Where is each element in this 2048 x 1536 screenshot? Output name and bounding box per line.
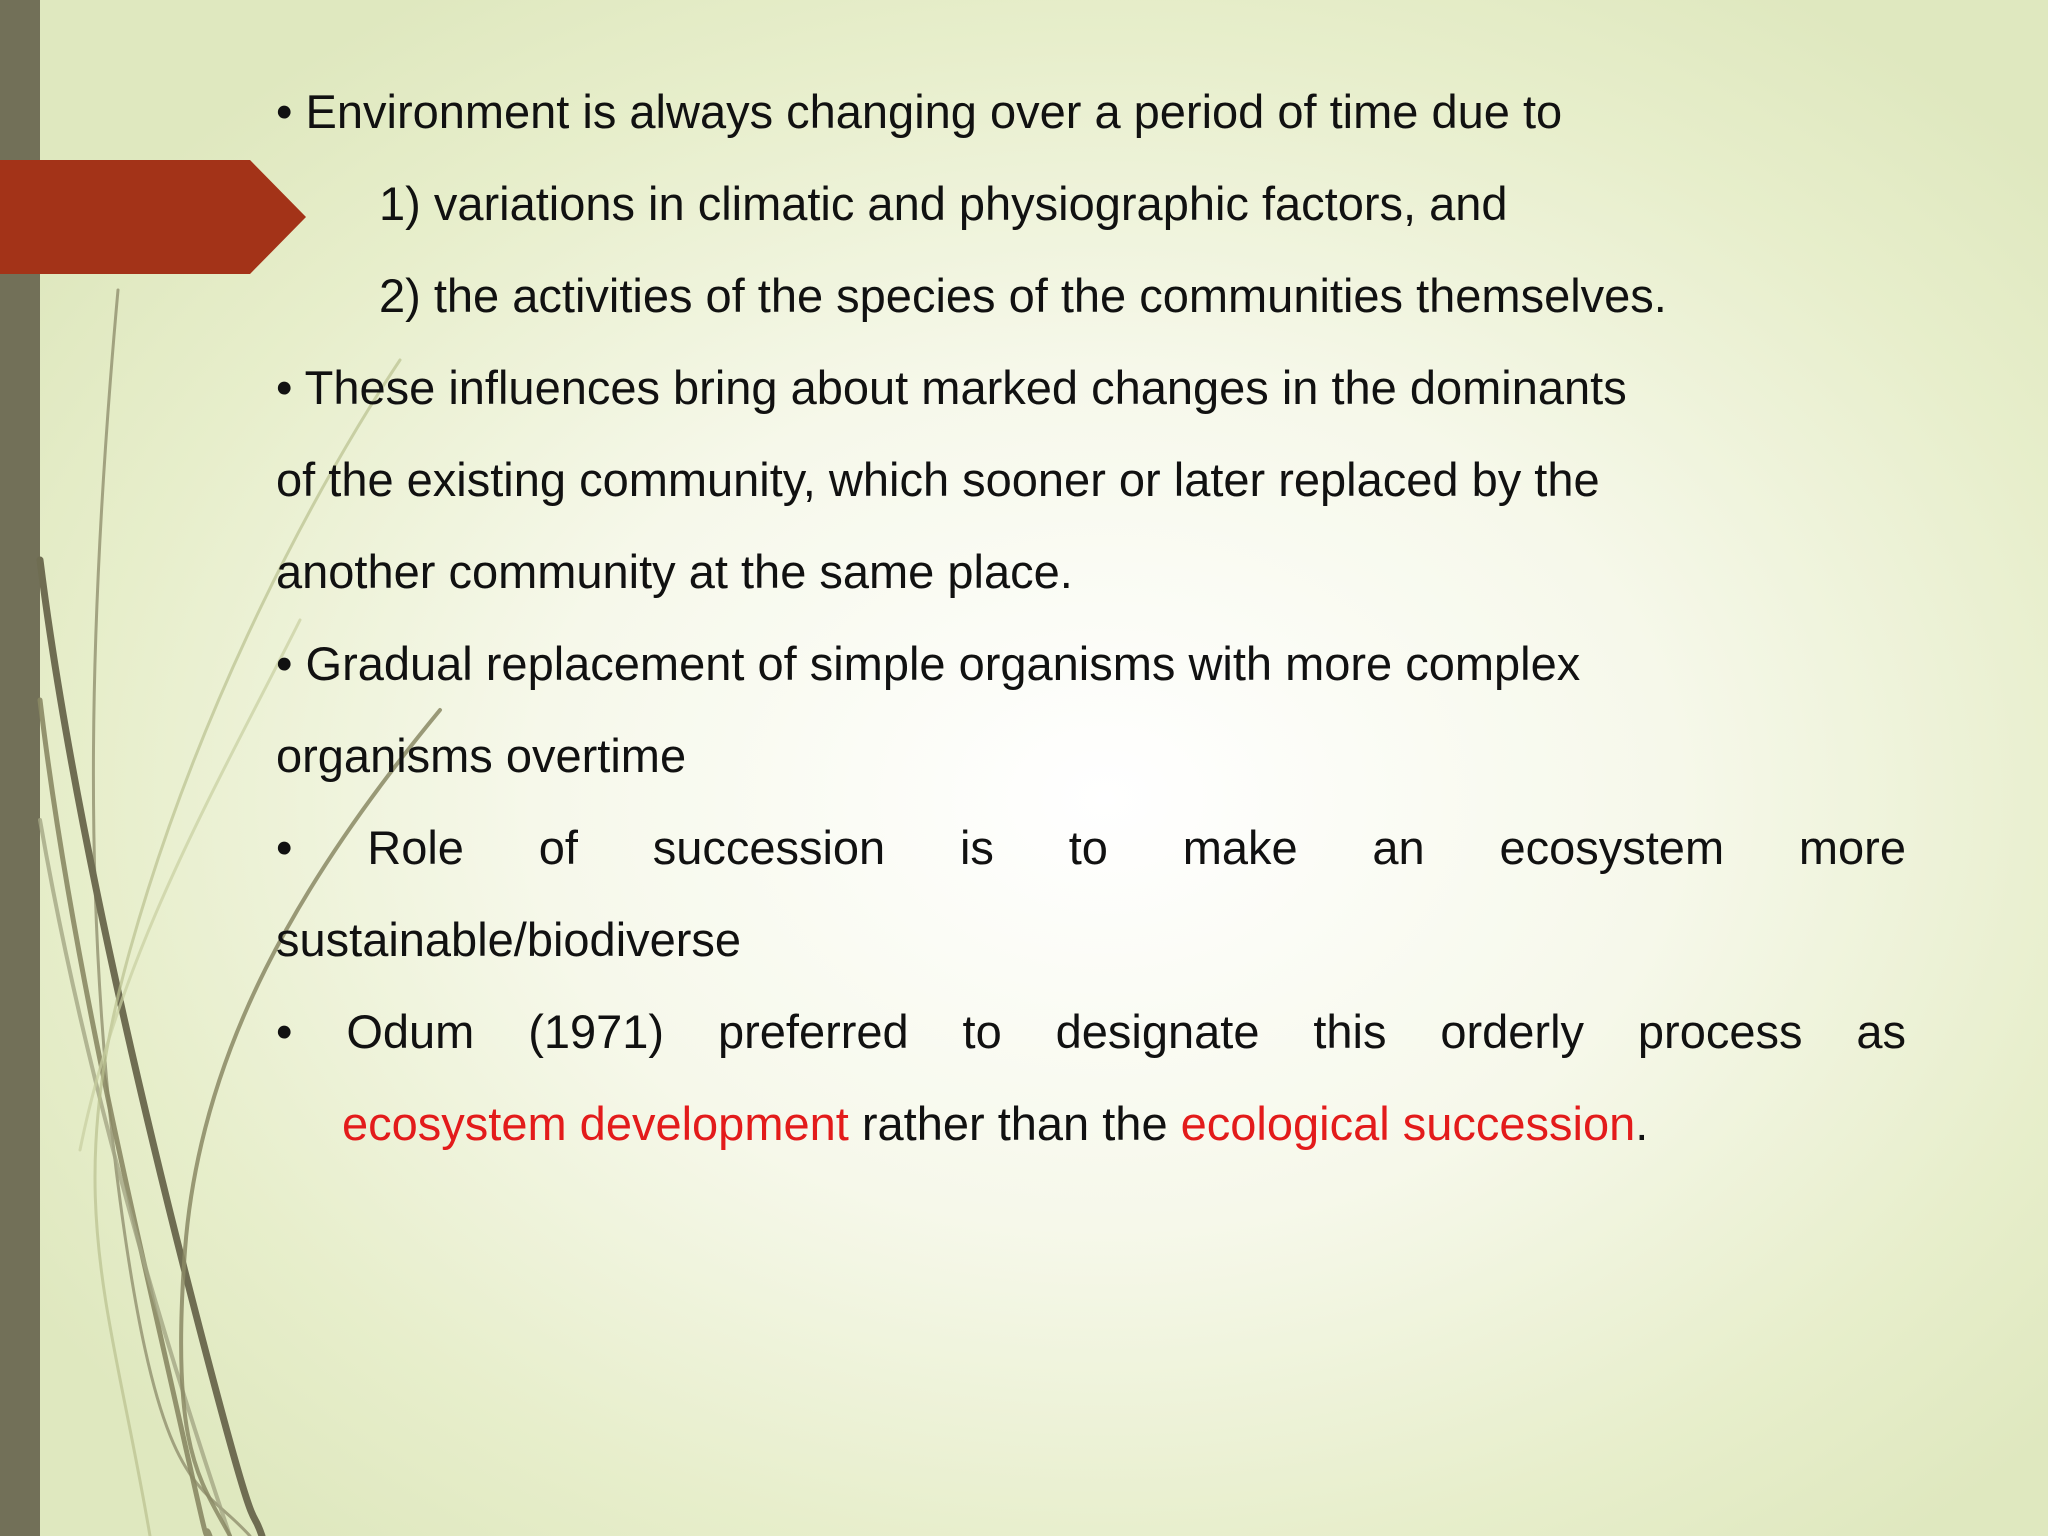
slide-content	[276, 66, 1906, 1170]
bullet-odum-line-2	[276, 1078, 1906, 1170]
connector-text: rather than the	[848, 1097, 1181, 1150]
bullet-symbol: •	[276, 821, 293, 874]
word: to	[962, 1005, 1002, 1058]
highlight-ecological-succession: ecological succession	[1180, 1097, 1636, 1150]
word: to	[1068, 821, 1108, 874]
period: .	[1635, 1097, 1649, 1150]
word: Role	[367, 821, 464, 874]
word: make	[1182, 821, 1298, 874]
bullet-role-line-2: sustainable/biodiverse	[276, 913, 742, 966]
word: (1971)	[528, 1005, 665, 1058]
bullet-influences-line-1: • These influences bring about marked changes in the dominants	[276, 361, 1627, 414]
word: is	[959, 821, 994, 874]
bullet-symbol: •	[276, 1005, 293, 1058]
highlight-ecosystem-development: ecosystem development	[342, 1097, 849, 1150]
word: more	[1798, 821, 1906, 874]
bullet-odum-line-1	[276, 986, 1906, 1078]
sub-item-activities: 2) the activities of the species of the communities themselves.	[379, 269, 1667, 322]
word: succession	[652, 821, 886, 874]
sub-item-variations: 1) variations in climatic and physiographic factors, and	[379, 177, 1508, 230]
bullet-gradual-line-1: • Gradual replacement of simple organisms with more complex	[276, 637, 1581, 690]
bullet-gradual-line-2: organisms overtime	[276, 729, 687, 782]
word: of	[538, 821, 578, 874]
bullet-environment: • Environment is always changing over a period of time due to	[276, 85, 1563, 138]
word: process	[1637, 1005, 1803, 1058]
word: Odum	[346, 1005, 475, 1058]
bullet-influences-line-2: of the existing community, which sooner or later replaced by the	[276, 453, 1600, 506]
word: an	[1372, 821, 1425, 874]
word: ecosystem	[1499, 821, 1725, 874]
word: preferred	[717, 1005, 909, 1058]
bullet-role-line-1	[276, 802, 1906, 894]
right-pointing-pentagon-arrow-icon	[0, 160, 310, 274]
word: designate	[1055, 1005, 1260, 1058]
word: orderly	[1440, 1005, 1585, 1058]
word: as	[1856, 1005, 1906, 1058]
bullet-influences-line-3: another community at the same place.	[276, 545, 1073, 598]
word: this	[1313, 1005, 1387, 1058]
